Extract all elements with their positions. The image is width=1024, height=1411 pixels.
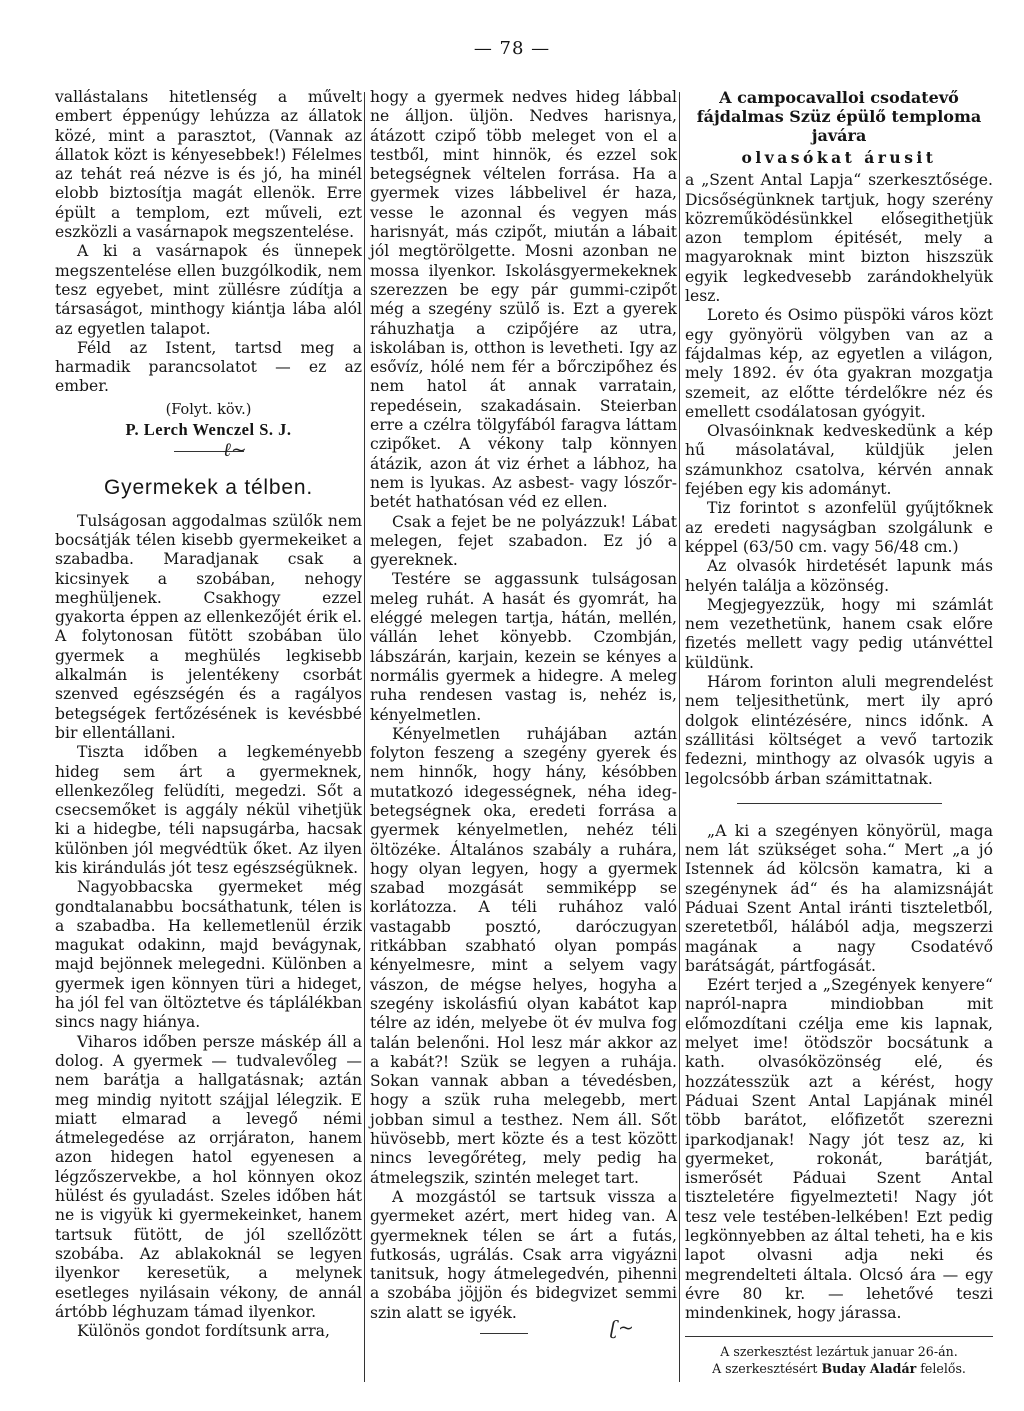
paragraph: Féld az Istent, tartsd meg a harmadik parancsolatot — ez az ember. <box>55 338 362 396</box>
paragraph: Csak a fejet be ne polyázzuk! Lábat melegen, fejet szabadon. Ez jó a gyereknek. <box>370 512 677 570</box>
paragraph: Tiszta időben a legkeményebb hideg sem árt a gyermeknek, ellenkezőleg felüdíti, megedzi. Sőt a csecsemőket is aggály nékül vihetjük ki a hidegbe, téli napsugárba, hacsak különben jól megvédtük őket. Az ilyen kis kirándulás jót tesz egészségüknek. <box>55 743 362 877</box>
paragraph: Viharos időben persze máskép áll a dolog. A gyermek — tudvalevőleg — nem barátja a hallgatásnak; aztán meg mindig nyitott szájjal lélegzik. E miatt elmarad a levegő némi átmelegedése az orrjáraton, hanem azon hidegen hatol egyenesen a légzőszervekbe, a hol könnyen okoz hülést és gyuladást. Szeles időben hát ne is vigyük ki gyermekeinket, hanem tartsuk fütött, de jól szellőzött szobába. Az ablakoknál se legyen ilyenkor keresetük, a melynek esetleges nyilásain vékony, de annál ártóbb léghuzam támad ilyenkor. <box>55 1032 362 1321</box>
column-divider <box>679 92 680 1382</box>
paragraph: vallástalans hitetlenség a művelt embert éppenúgy lehúzza az állatok közé, mint a parasztot, (Vannak az állatok közt is kényesebbek!) Félelmes az tehát reá nézve is és jó, ha minél elobb biztosítja magát ellenök. Erre épült a templom, ezt műveli, ezt eszközli a vasárnapok megszentelése. <box>55 88 362 242</box>
byline <box>55 401 362 461</box>
article-title: Gyermekek a télben. <box>104 476 313 500</box>
advertisement-subtitle: olvasókat árusit <box>741 148 937 167</box>
paragraph: a „Szent Antal Lapja“ szerkesztősége. Dicsőségünknek tartjuk, hogy szerény közreműködésünkkel elősegithetjük azon templom épitését, mely a magyaroknak mint bizton hiszszük egyik legkedvesebb zarándokhelyük lesz. <box>685 171 993 306</box>
column-left <box>55 88 362 1341</box>
paragraph: „A ki a szegényen könyörül, maga nem lát szükséget soha.“ Mert „a jó Istennek ád kölcsön kamatra, ki a szegénynek ád“ és ha alamizsnáját Páduai Szent Antal iránti tiszteletből, szeretetből, hálából adja, megszerzi magának a nagy Csodatévő barátságát, pártfogását. <box>685 821 993 975</box>
paragraph: Tulságosan aggodalmas szülők nem bocsátják télen kisebb gyermekeiket a szabadba. Maradjanak csak a kicsinyek a szobában, nehogy meghüljenek. Csakhogy ezzel gyakorta éppen az ellenkezőjét érik el. A folytonosan fütött szobában ülo gyermek a meghülés legkisebb alkalmán is jelentékeny csorbát szenved egészségén és a ragályos betegségek fertőzésének is kevésbbé bir ellentállani. <box>55 511 362 742</box>
paragraph: Olvasóinknak kedveskedünk a kép hű másolatával, küldjük jelen számunkhoz csatolva, kérvén annak fejében egy kis adományt. <box>685 422 993 499</box>
separator-rule <box>480 1333 528 1334</box>
column-middle <box>370 88 677 1345</box>
paragraph: Megjegyezzük, hogy mi számlát nem vezethetünk, hanem csak előre fizetés mellett vagy pedig utánvéttel küldünk. <box>685 595 993 672</box>
end-mark <box>370 1317 677 1345</box>
paragraph: Nagyobbacska gyermeket még gondtalanabbu bocsáthatunk, télen is a szabadba. Ha kellemetlenül érzik magukat odakinn, majd bevágynak, majd bejönnek melegedni. Különben a gyermek igen könnyen türi a hideget, ha jól fel van öltöztetve és táplálékban sincs nagy hiánya. <box>55 878 362 1032</box>
page-number: — 78 — <box>473 38 551 59</box>
paragraph: Különös gondot fordítsunk arra, <box>77 1322 330 1341</box>
footer-rule <box>685 1336 993 1337</box>
paragraph: Loreto és Osimo püspöki város közt egy gyönyörü völgyben van az a fájdalmas kép, az egyetlen a világon, mely 1892. év óta gyakran mozgatja szemeit, az előtte térdelőkre néz és emellett csodálatosan gyógyit. <box>685 306 993 421</box>
editor-suffix: felelős. <box>920 1360 966 1376</box>
closing-date-note: A szerkesztést lezártuk januar 26-án. <box>720 1343 958 1359</box>
advertisement-title: A campocavalloi csodatevő fájdalmas Szüz épülő temploma javára <box>696 88 982 145</box>
editor-prefix: A szerkesztésért <box>712 1360 818 1376</box>
paragraph: Tiz forintot s azonfelül gyűjtőknek az eredeti nagyságban szolgálunk e képpel (63/50 cm. vagy 56/48 cm.) <box>685 499 993 556</box>
column-divider <box>364 92 365 1382</box>
paragraph: Az olvasók hirdetését lapunk más helyén találja a közönség. <box>685 557 993 595</box>
paragraph: hogy a gyermek nedves hideg lábbal ne álljon. üljön. Nedves harisnya, átázott czipő több meleget von el a testből, mint hinnök, és ezzel sok betegségnek véltelen forrása. Ha a gyermek vizes lábbelivel ér haza, vesse le azonnal és vegyen más harisnyát, más czipőt, miután a lábait jól megtörölgette. Mosni azonban ne mossa ilyenkor. Iskolásgyermekeknek szerezzen be egy pár gummi-czipőt még a szegény szülő is. Ezt a gyerek ráhuzhatja a czipőjére az utra, iskolában is, otthon is levetheti. Igy az esővíz, hólé nem fér a bőrczipőhez és nem hatol át annak varratain, repedésein, szakadásain. Steierban erre a czélra tölgyfából faragva láttam czipőket. A vékony talp könnyen átázik, azon át viz érhet a lábhoz, ha nem is lyukas. Az asbest- vagy lószőr-betét hathatósan véd ez ellen. <box>370 88 677 512</box>
footer-imprint <box>685 1343 993 1377</box>
editor-line <box>685 1360 993 1377</box>
paragraph: A mozgástól se tartsuk vissza a gyermeket azért, mert hideg van. A gyermeknek télen se árt a futás, futkosás, ugrálás. Csak arra vigyázni tanitsuk, hogy átmelegedvén, pihenni a szobába jöjjön és bidegvizet semmi szin alatt se igyék. <box>370 1187 677 1322</box>
paragraph: Három forinton aluli megrendelést nem teljesithetünk, mert ily apró dolgok elintézésére, nincs időnk. A szállitási költséget a vevő tartozik fedezni, minthogy az olvasók ugyis a legolcsóbb árban számittatnak. <box>685 673 993 788</box>
handwritten-mark-icon: ʗ~ <box>610 1317 634 1339</box>
editor-name: Buday Aladár <box>821 1360 917 1376</box>
paragraph: Testére se aggassunk tulságosan meleg ruhát. A hasát és gyomrát, ha eléggé melegen tartja, hátán, mellén, vállán lehet könyebb. Czombján, lábszárán, karjain, kezein se kényes a normális gyermek a hidegre. A meleg ruha rendesen vastag is, nehéz is, kényelmetlen. <box>370 570 677 724</box>
handwritten-mark-icon: ℓ~ <box>223 438 247 461</box>
column-right <box>685 88 993 1377</box>
paragraph: Ezért terjed a „Szegények kenyere“ napról-napra mindiobban mit előmozdítani czélja eme kis lapnak, melyet ime! ötödször bocsátunk a kath. olvasóközönség elé, és hozzátesszük azt a kérést, hogy Páduai Szent Antal Lapjának minél több barátot, előfizetőt szerezni iparkodjanak! Nagy jót tesz az, ki gyermeket, rokonát, barátját, ismerősét Páduai Szent Antal tiszteletére figyelmezteti! Nagy jót tesz vele testében-lelkében! Ezt pedig legkönnyebben az által teheti, ha e kis lapot olvasni adja neki és megrendelteti általa. Olcsó ára — egy évre 80 kr. — lehetővé teszi mindenkinek, hogy járassa. <box>685 976 993 1323</box>
paragraph: Kényelmetlen ruhájában aztán folyton feszeng a szegény gyerek és nem hinnők, hogy hány, késóbben mutatkozó idegességnek, néha ideg-betegségnek oka, eredeti forrása a gyermek kényelmetlen, nehéz téli öltözéke. Általános szabály a ruhára, hogy olyan legyen, hogy a gyermek szabad mozgását semmiképp se korlátozza. A téli ruhához való vastagabb posztó, daróczugyan ritkábban szabható olyan pompás kényelmesre, mint a selyem vagy vászon, de mégse helyes, hogyha a szegény iskolásfiú olyan kabátot kap télre az idén, melyebe öt év mulva fog talán belenőni. Hol lesz már akkor az a kabát?! Szük se legyen a ruhája. Sokan vannak abban a tévedésben, hogy a szük ruha melegebb, mert jobban simul a testhez. Nem áll. Sőt hüvösebb, mert közte és a test között nincs levegőréteg, mely pedig ha átmelegszik, szintén meleget tart. <box>370 724 677 1187</box>
paragraph: A ki a vasárnapok és ünnepek megszentelése ellen buzgólkodik, nem tesz egyebet, mint züllésre zúdítja a társaságot, minthogy kiántja lába alól az egyetlen talapot. <box>55 242 362 338</box>
continued-note: (Folyt. köv.) <box>165 401 252 418</box>
separator-rule <box>737 803 942 804</box>
author-signature: P. Lerch Wenczel S. J. <box>125 420 292 440</box>
